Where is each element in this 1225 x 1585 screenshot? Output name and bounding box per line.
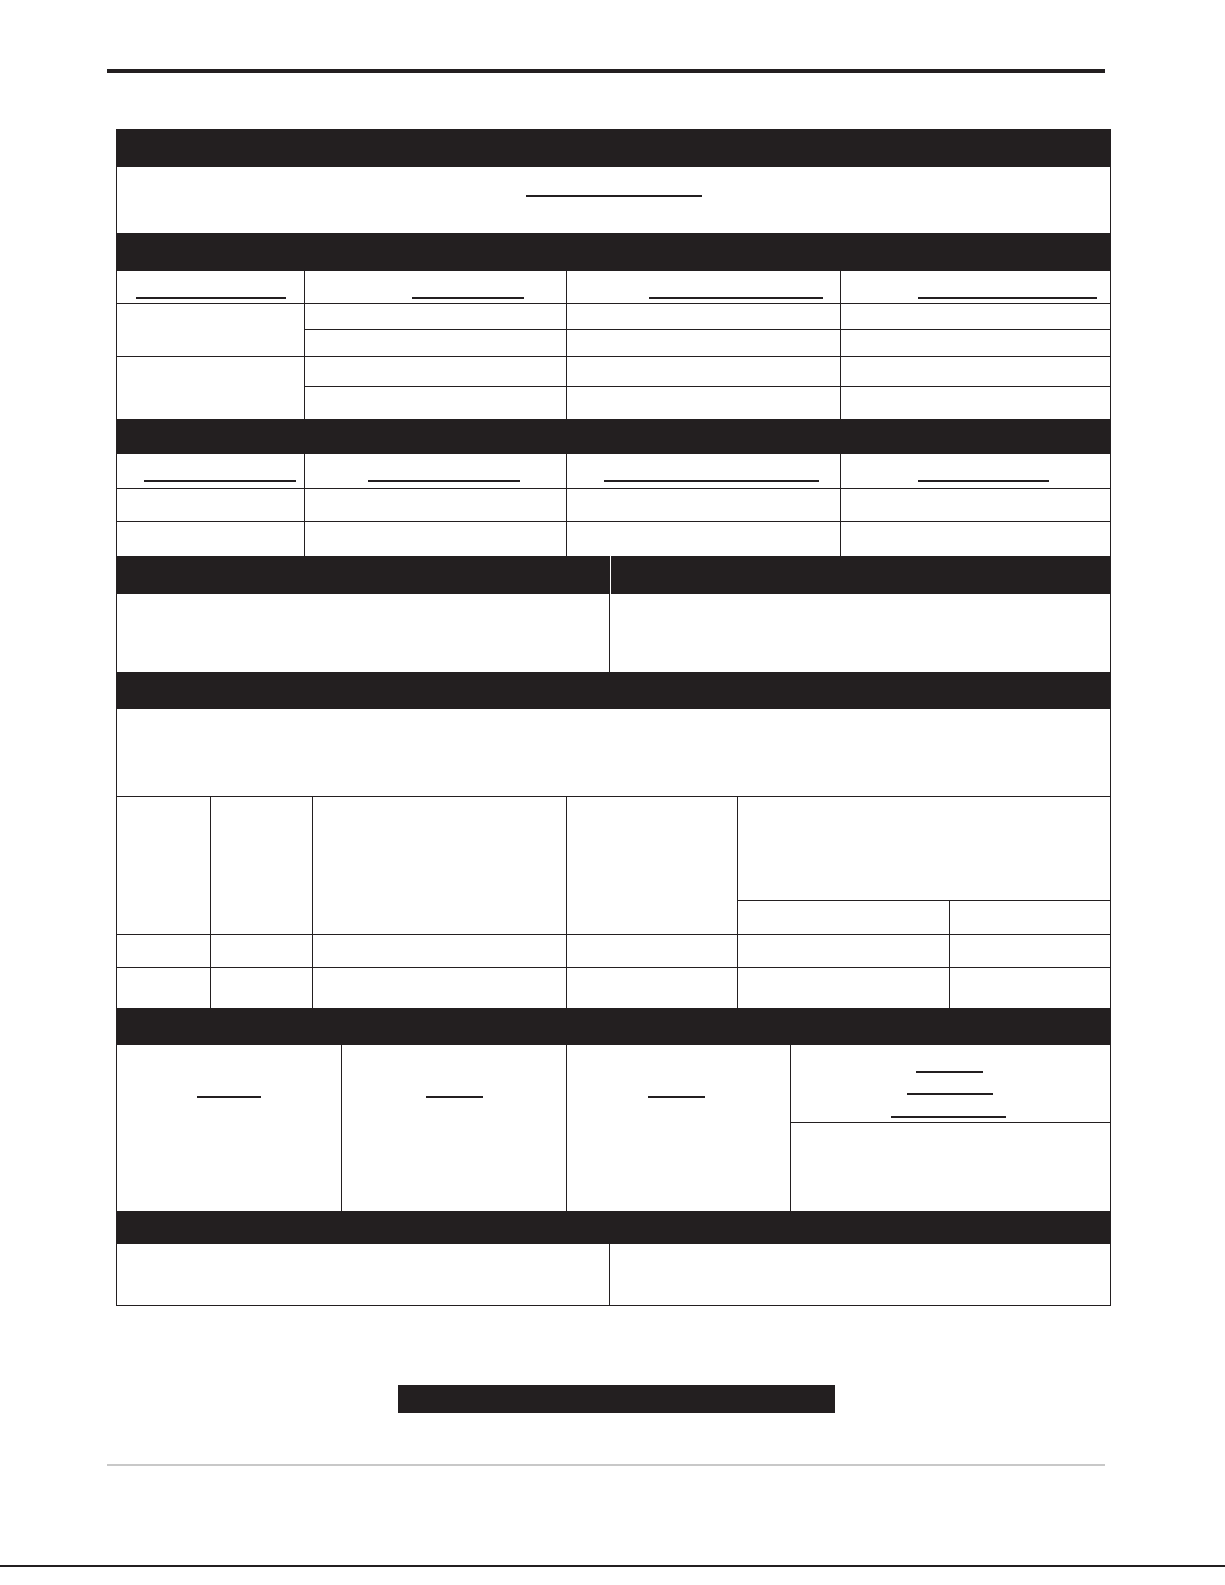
results-row-line — [116, 934, 1111, 935]
remarks-field[interactable] — [611, 1245, 1110, 1305]
t1-col-divider — [566, 271, 567, 419]
t2-row-line — [116, 521, 1111, 522]
t2-row-line — [116, 488, 1111, 489]
t2-header-underline — [368, 480, 520, 482]
results-notes-field[interactable] — [117, 710, 1110, 795]
t2-header-underline — [144, 480, 296, 482]
form-title-underline — [526, 195, 702, 197]
signature-field[interactable] — [791, 1123, 1110, 1210]
results-col-divider — [312, 796, 313, 1008]
page-bottom-edge — [0, 1565, 1225, 1567]
top-rule — [107, 69, 1105, 73]
signature-line — [907, 1093, 993, 1095]
t1-header-underline — [918, 297, 1097, 299]
results-row-line — [116, 967, 1111, 968]
t2-col-divider — [304, 454, 305, 556]
t1-cell[interactable] — [841, 304, 1110, 329]
t1-col-divider — [304, 271, 305, 419]
results-col-divider — [949, 900, 950, 1008]
signature-field[interactable] — [567, 1046, 790, 1210]
panel-divider — [609, 594, 610, 672]
t1-cell[interactable] — [305, 304, 566, 329]
results-col-divider — [737, 796, 738, 1008]
t2-header-underline — [604, 480, 819, 482]
t1-row-line — [304, 386, 1111, 387]
footer-label-bar — [398, 1385, 835, 1413]
t1-col-divider — [840, 271, 841, 419]
t1-row-line — [116, 356, 1111, 357]
section-bar-test-information — [116, 233, 1111, 271]
section-bar-remarks — [116, 1211, 1111, 1244]
signature-field[interactable] — [117, 1046, 341, 1210]
t1-cell[interactable] — [567, 304, 840, 329]
t1-row-line — [304, 329, 1111, 330]
section-bar-left-panel — [116, 556, 610, 594]
remarks-divider — [609, 1244, 610, 1306]
section-bar-results — [116, 672, 1111, 709]
right-panel-field[interactable] — [611, 595, 1110, 671]
remarks-field[interactable] — [117, 1245, 609, 1305]
section-bar-right-panel — [611, 556, 1111, 594]
t2-col-divider — [840, 454, 841, 556]
section-bar-conditions — [116, 419, 1111, 454]
t1-header-underline — [649, 297, 823, 299]
footer-rule — [107, 1464, 1105, 1466]
t2-col-divider — [566, 454, 567, 556]
section-bar-form-header — [116, 129, 1111, 167]
t1-header-underline — [412, 297, 524, 299]
left-panel-field[interactable] — [117, 595, 609, 671]
signature-line — [916, 1071, 983, 1073]
signature-field[interactable] — [342, 1046, 566, 1210]
results-col-divider — [210, 796, 211, 1008]
section-bar-signatures — [116, 1008, 1111, 1045]
results-row-line — [116, 796, 1111, 797]
signature-line — [891, 1116, 1006, 1118]
t1-header-underline — [136, 297, 286, 299]
t2-header-underline — [918, 480, 1049, 482]
results-row-line — [737, 900, 1111, 901]
results-col-divider — [566, 796, 567, 1008]
